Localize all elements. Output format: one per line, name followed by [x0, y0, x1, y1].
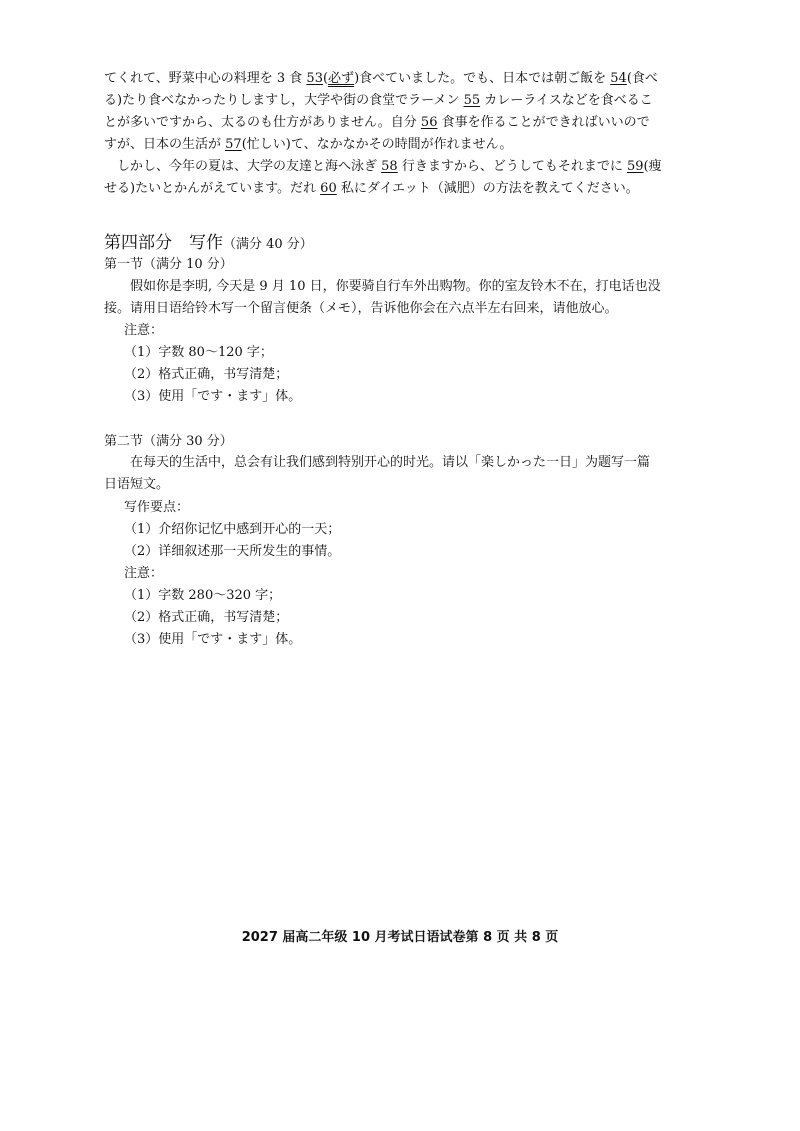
blank-58: 58	[381, 159, 398, 174]
passage-line: る)たり食べなかったりしますし，大学や街の食堂でラーメン 55 カレーライスなどを食べるこ	[104, 93, 653, 108]
passage-line: てくれて、野菜中心の料理を 3 食 53(必ず)食べていました。でも、日本では朝ご飯を 54(食べ	[104, 71, 658, 86]
section2-notes-label: 注意：	[124, 566, 164, 581]
section1-note-2: （2）格式正确，书写清楚；	[124, 367, 289, 382]
passage-line: せる)たいとかんがえています。だれ 60 私にダイエット（減肥）の方法を教えてください。	[104, 181, 639, 196]
section2-note-1: （1）字数 280～320 字；	[124, 588, 282, 603]
section2-note-2: （2）格式正确，书写清楚；	[124, 610, 289, 625]
blank-57: 57	[225, 137, 242, 152]
section2-points-label: 写作要点：	[124, 500, 190, 515]
section1-note-3: （3）使用「です・ます」体。	[124, 389, 302, 404]
section2-prompt: 在每天的生活中，总会有让我们感到特别开心的时光。请以「楽しかった一日」为题写一篇 日语短文。	[104, 455, 651, 492]
passage-paragraph-2	[104, 156, 694, 200]
passage-paragraph-1	[104, 68, 694, 156]
blank-56: 56	[420, 115, 438, 130]
passage-line: とが多いですから、太るのも仕方がありません。自分 56 食事を作ることができればいいので	[104, 115, 650, 130]
section2-note-3: （3）使用「です・ます」体。	[124, 632, 302, 647]
part4-heading	[104, 228, 313, 253]
blank-60: 60	[320, 181, 337, 196]
page-footer: 2027 届高二年级 10 月考试日语试卷第 8 页 共 8 页	[241, 930, 559, 945]
section2-point-2: （2）详细叙述那一天所发生的事情。	[124, 544, 341, 559]
section1-prompt: 假如你是李明, 今天是 9 月 10 日，你要骑自行车外出购物。你的室友铃木不在，打电话也没 接。请用日语给铃木写一个留言便条（メモ），告诉他你会在六点半左右回来，请他放心。	[104, 279, 661, 316]
section1-notes-label: 注意：	[124, 323, 164, 338]
blank-53: 53	[306, 71, 323, 86]
section2-title: 第二节（满分 30 分）	[104, 434, 233, 449]
part4-score: （满分 40 分）	[223, 237, 313, 252]
part4-title: 第四部分 写作	[104, 233, 223, 253]
blank-55: 55	[463, 93, 481, 108]
blank-59: 59	[626, 159, 644, 174]
section1-note-1: （1）字数 80～120 字；	[124, 345, 273, 360]
passage-line: すが、日本の生活が 57(忙しい)て、なかなかその時間が作れません。	[104, 137, 513, 152]
section1-title: 第一节（满分 10 分）	[104, 257, 233, 272]
blank-54: 54	[610, 71, 627, 86]
underlined-word-must: 必ず	[328, 71, 355, 86]
passage-line: しかし、今年の夏は、大学の友達と海へ泳ぎ 58 行きますから、どうしてもそれまでに 59(痩	[117, 159, 662, 174]
section2-point-1: （1）介绍你记忆中感到开心的一天；	[124, 522, 341, 537]
